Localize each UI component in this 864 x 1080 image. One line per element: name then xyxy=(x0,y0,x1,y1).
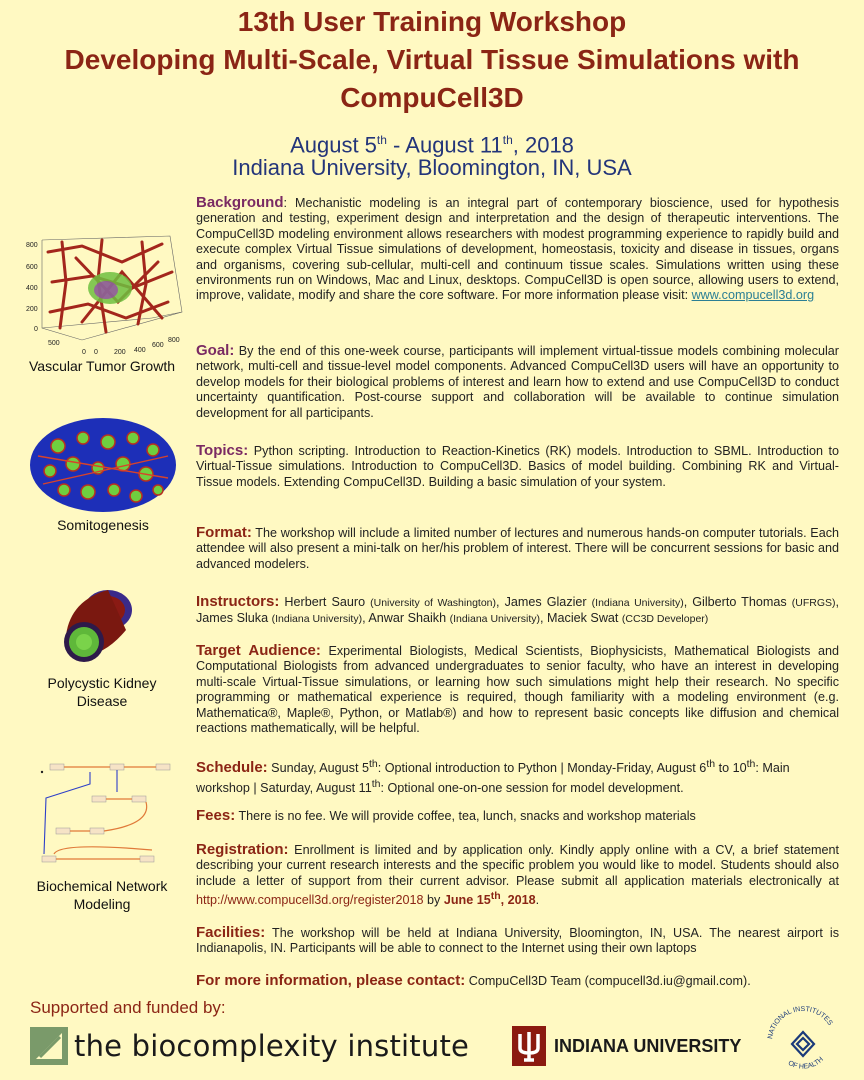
kidney-caption-line-2: Disease xyxy=(76,693,128,709)
biochem-caption xyxy=(12,877,192,913)
vascular-caption: Vascular Tumor Growth xyxy=(28,358,175,374)
dates: August 5th - August 11th, 2018 xyxy=(290,132,574,158)
iu-trident-icon xyxy=(512,1026,546,1066)
registration-section: Registration: Enrollment is limited and by application only. Kindly apply online with a CV, a brief statement describing your current research interests and the specific problem you would like to model. Students should also include a letter of support from their current advisor. Please submit all application materials electronically at http://www.compucell3d.org/register2018 by June 15th, 2018. xyxy=(196,841,839,908)
support-label: Supported and funded by: xyxy=(30,998,226,1017)
contact-heading: For more information, please contact: xyxy=(196,972,466,989)
iu-name: INDIANA UNIVERSITY xyxy=(554,1035,742,1056)
topics-text: Python scripting. Introduction to Reaction-Kinetics (RK) models. Introduction to SBML. Introduction to Virtual-Tissue simulations. Introduction to CompuCell3D. Basics of model building. Combining RK and Virtual-Tissue models. Extending CompuCell3D. Building a basic simulation of your system. xyxy=(196,444,839,489)
instructor: Anwar Shaikh xyxy=(368,611,447,626)
audience-heading: Target Audience: xyxy=(196,642,321,659)
background-text: : Mechanistic modeling is an integral part of contemporary bioscience, used for hypothesis generation and testing, experiment design and interpretation and the design of therapeutic interventions. The CompuCell3D modeling environment allows researchers with modest programming experience to rapidly build and execute complex Virtual Tissue simulations of development, homeostasis, toxicity and disease in tissues, organs and organisms, covering sub-cellular, multi-cell and continuum tissue scales. Simulations written using these environments run on Windows, Mac and Linux, desktops. CompuCell3D is open source, allowing users to extend, improve, validate, modify and share the core software. For more information please visit: xyxy=(196,196,839,303)
instructor: James Glazier xyxy=(504,595,587,609)
nih-top-text: NATIONAL INSTITUTES xyxy=(767,1005,834,1040)
facilities-section xyxy=(196,925,839,957)
audience-text: Experimental Biologists, Medical Scientists, Biophysicists, Mathematical Biologists and Computational Biologists from advanced undergraduates to senior faculty, who have an interest in developing multi-scale Virtual-Tissue simulations, or learning how such simulations might help their research. No specific programming or mathematical experience is required, though familiarity with a modeling environment (e.g. Mathematica®, Maple®, Python, or Matlab®) and how to represent basic concepts like diffusion and chemical reactions mathematically, will be helpful. xyxy=(196,644,840,736)
vascular-tumor-figure xyxy=(22,232,192,358)
goal-heading: Goal: xyxy=(196,342,235,359)
instructor-affiliation: (Indiana University) xyxy=(449,613,541,626)
format-text: The workshop will include a limited number of lectures and numerous hands-on computer tutorials. Each attendee will also present a mini-talk on her/his problem of interest. There will be concurrent sessions for basic and advanced modelers. xyxy=(196,526,839,571)
instructor-affiliation: (Indiana University) xyxy=(271,613,363,626)
instructor: Herbert Sauro xyxy=(284,595,366,609)
somitogenesis-caption: Somitogenesis xyxy=(57,517,149,533)
instructor: James Sluka xyxy=(196,611,269,626)
somitogenesis-figure xyxy=(28,416,178,514)
instructor: Maciek Swat xyxy=(547,611,619,626)
instructor-affiliation: (Indiana University) xyxy=(591,597,684,609)
format-section xyxy=(196,525,839,572)
schedule-heading: Schedule: xyxy=(196,759,268,777)
instructors-section: Instructors: Herbert Sauro (University of Washington), James Glazier (Indiana University), Gilberto Thomas (UFRGS), James Sluka (Indiana University), Anwar Shaikh (Indiana University), Maciek Swat (CC3D Developer) xyxy=(196,593,839,626)
biochem-caption-line-2: Modeling xyxy=(73,896,131,912)
iu-logo xyxy=(512,1026,741,1066)
ytick-label: 600 xyxy=(26,264,38,271)
contact-text: CompuCell3D Team (compucell3d.iu@gmail.com). xyxy=(465,974,751,988)
goal-text: By the end of this one-week course, participants will implement virtual-tissue models combining molecular network, multi-cell and tissue-level model components. Advanced CompuCell3D users will have an opportunity to develop models for their biological problems of interest and learn how to extend and use CompuCell3D to conduct uncertainty quantification. Post-course support and collaboration will be available to continue simulation development for all participants. xyxy=(196,344,839,420)
format-heading: Format: xyxy=(196,524,252,541)
registration-heading: Registration: xyxy=(196,841,289,858)
xtick-label: 800 xyxy=(168,337,180,344)
registration-text: Enrollment is limited and by application only. Kindly apply online with a CV, a brief statement describing your current research interests and the specific problem you would like to model. Students should also include a letter of support from their current advisor. Please submit all application materials electronically at xyxy=(196,843,839,888)
audience-section xyxy=(196,643,839,736)
biochem-caption-line-1: Biochemical Network xyxy=(36,878,168,894)
ytick-label: 400 xyxy=(26,285,38,292)
biocomplexity-icon xyxy=(30,1027,68,1065)
instructor-affiliation: (CC3D Developer) xyxy=(621,613,709,626)
fees-heading: Fees: xyxy=(196,807,236,824)
location: Indiana University, Bloomington, IN, USA xyxy=(232,155,632,180)
xtick-label: 0 xyxy=(94,349,98,356)
ytick-label: 0 xyxy=(34,326,38,333)
xtick-label: 500 xyxy=(48,340,60,347)
title-line-1: 13th User Training Workshop xyxy=(237,6,627,37)
xtick-label: 0 xyxy=(82,349,86,356)
instructor-affiliation: (University of Washington) xyxy=(370,597,496,609)
registration-link[interactable]: http://www.compucell3d.org/register2018 xyxy=(196,893,424,908)
schedule-section: Schedule: Sunday, August 5th: Optional introduction to Python | Monday-Friday, August 6th to 10th: Main workshop | Saturday, August 11th: Optional one-on-one session for model development. xyxy=(196,758,790,795)
topics-section xyxy=(196,443,839,490)
kidney-caption xyxy=(12,674,192,710)
registration-deadline: June 15th, 2018 xyxy=(443,890,536,908)
title-line-3: CompuCell3D xyxy=(340,82,524,113)
instructors-heading: Instructors: xyxy=(196,593,280,610)
instructor: Gilberto Thomas xyxy=(692,595,787,609)
kidney-caption-line-1: Polycystic Kidney xyxy=(47,675,157,691)
fees-section xyxy=(196,808,839,824)
title-line-2: Developing Multi-Scale, Virtual Tissue Simulations with xyxy=(64,44,800,75)
fees-text: There is no fee. We will provide coffee, tea, lunch, snacks and workshop materials xyxy=(235,809,696,823)
topics-heading: Topics: xyxy=(196,442,249,459)
instructor-affiliation: (UFRGS) xyxy=(791,597,836,609)
ytick-label: 200 xyxy=(26,306,38,313)
goal-section xyxy=(196,343,839,421)
compucell-website-link[interactable]: www.compucell3d.org xyxy=(691,288,815,303)
facilities-text: The workshop will be held at Indiana University, Bloomington, IN, USA. The nearest airport is Indianapolis, IN. Participants will be able to connect to the Internet using their own laptops xyxy=(196,926,839,956)
ytick-label: 800 xyxy=(26,242,38,249)
biochem-network-figure xyxy=(32,758,188,870)
biocomplexity-name: the biocomplexity institute xyxy=(74,1029,470,1063)
background-section xyxy=(196,195,839,304)
contact-section xyxy=(196,973,839,989)
xtick-label: 200 xyxy=(114,349,126,356)
nih-bottom-text: OF HEALTH xyxy=(786,1056,825,1071)
svg-text:OF HEALTH xyxy=(787,1056,825,1071)
xtick-label: 400 xyxy=(134,347,146,354)
kidney-figure xyxy=(56,580,138,672)
nih-logo xyxy=(764,1004,842,1076)
xtick-label: 600 xyxy=(152,342,164,349)
biocomplexity-logo xyxy=(30,1026,469,1066)
background-heading: Background xyxy=(196,194,284,211)
facilities-heading: Facilities: xyxy=(196,924,266,941)
